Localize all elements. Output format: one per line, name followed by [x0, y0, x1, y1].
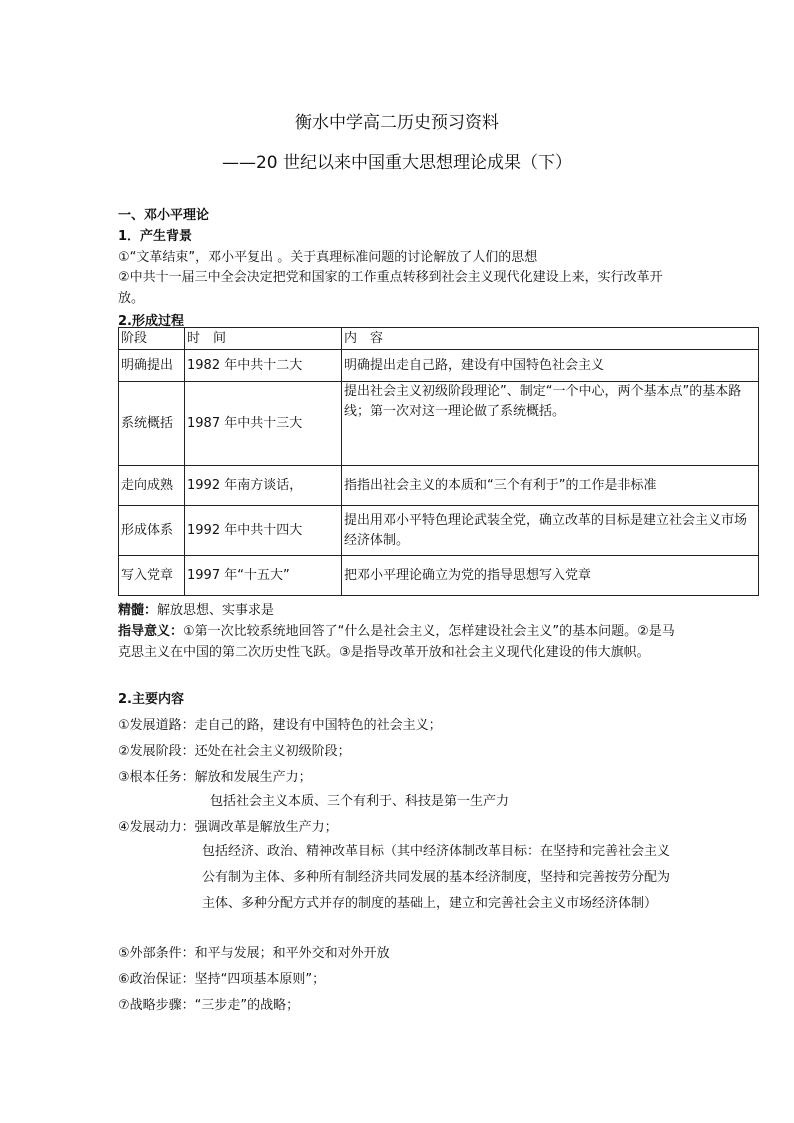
table-cell-stage: 走向成熟 — [119, 466, 185, 506]
main-content-item-7: ⑦战略步骤：“三步走”的战略； — [118, 998, 300, 1013]
main-content-item-4-detail: 包括经济、政治、精神改革目标（其中经济体制改革目标：在坚持和完善社会主义公有制为主体、多种所有制经济共同发展的基本经济制度，坚持和完善按劳分配为主体、多种分配方式并存的制度的基础上，建立和完善社会主义市场经济体制） — [202, 844, 671, 911]
table-row — [119, 506, 759, 556]
significance-label: 指导意义： — [118, 624, 184, 639]
table-row — [119, 556, 759, 596]
background-item-1: ①“文革结束”，邓小平复出 。关于真理标准问题的讨论解放了人们的思想 — [118, 250, 538, 265]
main-content-heading: 2.主要内容 — [118, 692, 184, 707]
main-content-item-3-detail: 包括社会主义本质、三个有利于、科技是第一生产力 — [210, 794, 510, 809]
background-item-2: ②中共十一届三中全会决定把党和国家的工作重点转移到社会主义现代化建设上来，实行改革开放。 — [118, 270, 663, 306]
table-cell-time: 1997 年“十五大” — [185, 556, 342, 596]
formation-process-table — [118, 327, 759, 596]
table-cell-time: 1982 年中共十二大 — [185, 350, 342, 382]
table-cell-stage: 写入党章 — [119, 556, 185, 596]
main-content-item-5: ⑤外部条件：和平与发展；和平外交和对外开放 — [118, 946, 390, 961]
table-cell-time: 1987 年中共十三大 — [185, 382, 342, 466]
essence-text: 解放思想、实事求是 — [157, 603, 275, 618]
essence-line — [118, 599, 274, 618]
main-content-item-6: ⑥政治保证：坚持“四项基本原则”； — [118, 972, 326, 987]
section-heading-deng-theory: 一、邓小平理论 — [118, 208, 210, 223]
main-content-item-4: ④发展动力：强调改革是解放生产力； — [118, 820, 338, 835]
table-cell-content: 提出社会主义初级阶段理论”、制定“一个中心，两个基本点”的基本路线；第一次对这一理论做了系统概括。 — [342, 382, 759, 466]
essence-label: 精髓： — [118, 603, 158, 618]
table-cell-stage: 系统概括 — [119, 382, 185, 466]
table-cell-content: 指指出社会主义的本质和“三个有利于”的工作是非标准 — [342, 466, 759, 506]
main-content-item-2: ②发展阶段：还处在社会主义初级阶段； — [118, 744, 351, 759]
table-cell-content: 把邓小平理论确立为党的指导思想写入党章 — [342, 556, 759, 596]
significance-paragraph — [118, 621, 678, 663]
process-heading: 2.形成过程 — [118, 314, 184, 329]
table-header-stage: 阶段 — [119, 328, 185, 350]
table-row — [119, 466, 759, 506]
document-subtitle: ——20 世纪以来中国重大思想理论成果（下） — [221, 153, 573, 173]
table-cell-content: 明确提出走自己路，建设有中国特色社会主义 — [342, 350, 759, 382]
table-cell-stage: 形成体系 — [119, 506, 185, 556]
background-heading: 1．产生背景 — [118, 229, 193, 244]
table-cell-time: 1992 年南方谈话， — [185, 466, 342, 506]
main-content-item-3: ③根本任务：解放和发展生产力； — [118, 770, 312, 785]
table-row — [119, 350, 759, 382]
table-header-content: 内 容 — [342, 328, 759, 350]
table-cell-stage: 明确提出 — [119, 350, 185, 382]
table-row — [119, 382, 759, 466]
table-cell-time: 1992 年中共十四大 — [185, 506, 342, 556]
significance-text: ①第一次比较系统地回答了“什么是社会主义，怎样建设社会主义”的基本问题。②是马克思主义在中国的第二次历史性飞跃。③是指导改革开放和社会主义现代化建设的伟大旗帜。 — [118, 624, 675, 660]
table-header-time: 时 间 — [185, 328, 342, 350]
document-title: 衡水中学高二历史预习资料 — [295, 113, 499, 133]
main-content-item-1: ①发展道路：走自己的路，建设有中国特色的社会主义； — [118, 718, 442, 733]
table-header-row — [119, 328, 759, 350]
table-cell-content: 提出用邓小平特色理论武装全党，确立改革的目标是建立社会主义市场经济体制。 — [342, 506, 759, 556]
